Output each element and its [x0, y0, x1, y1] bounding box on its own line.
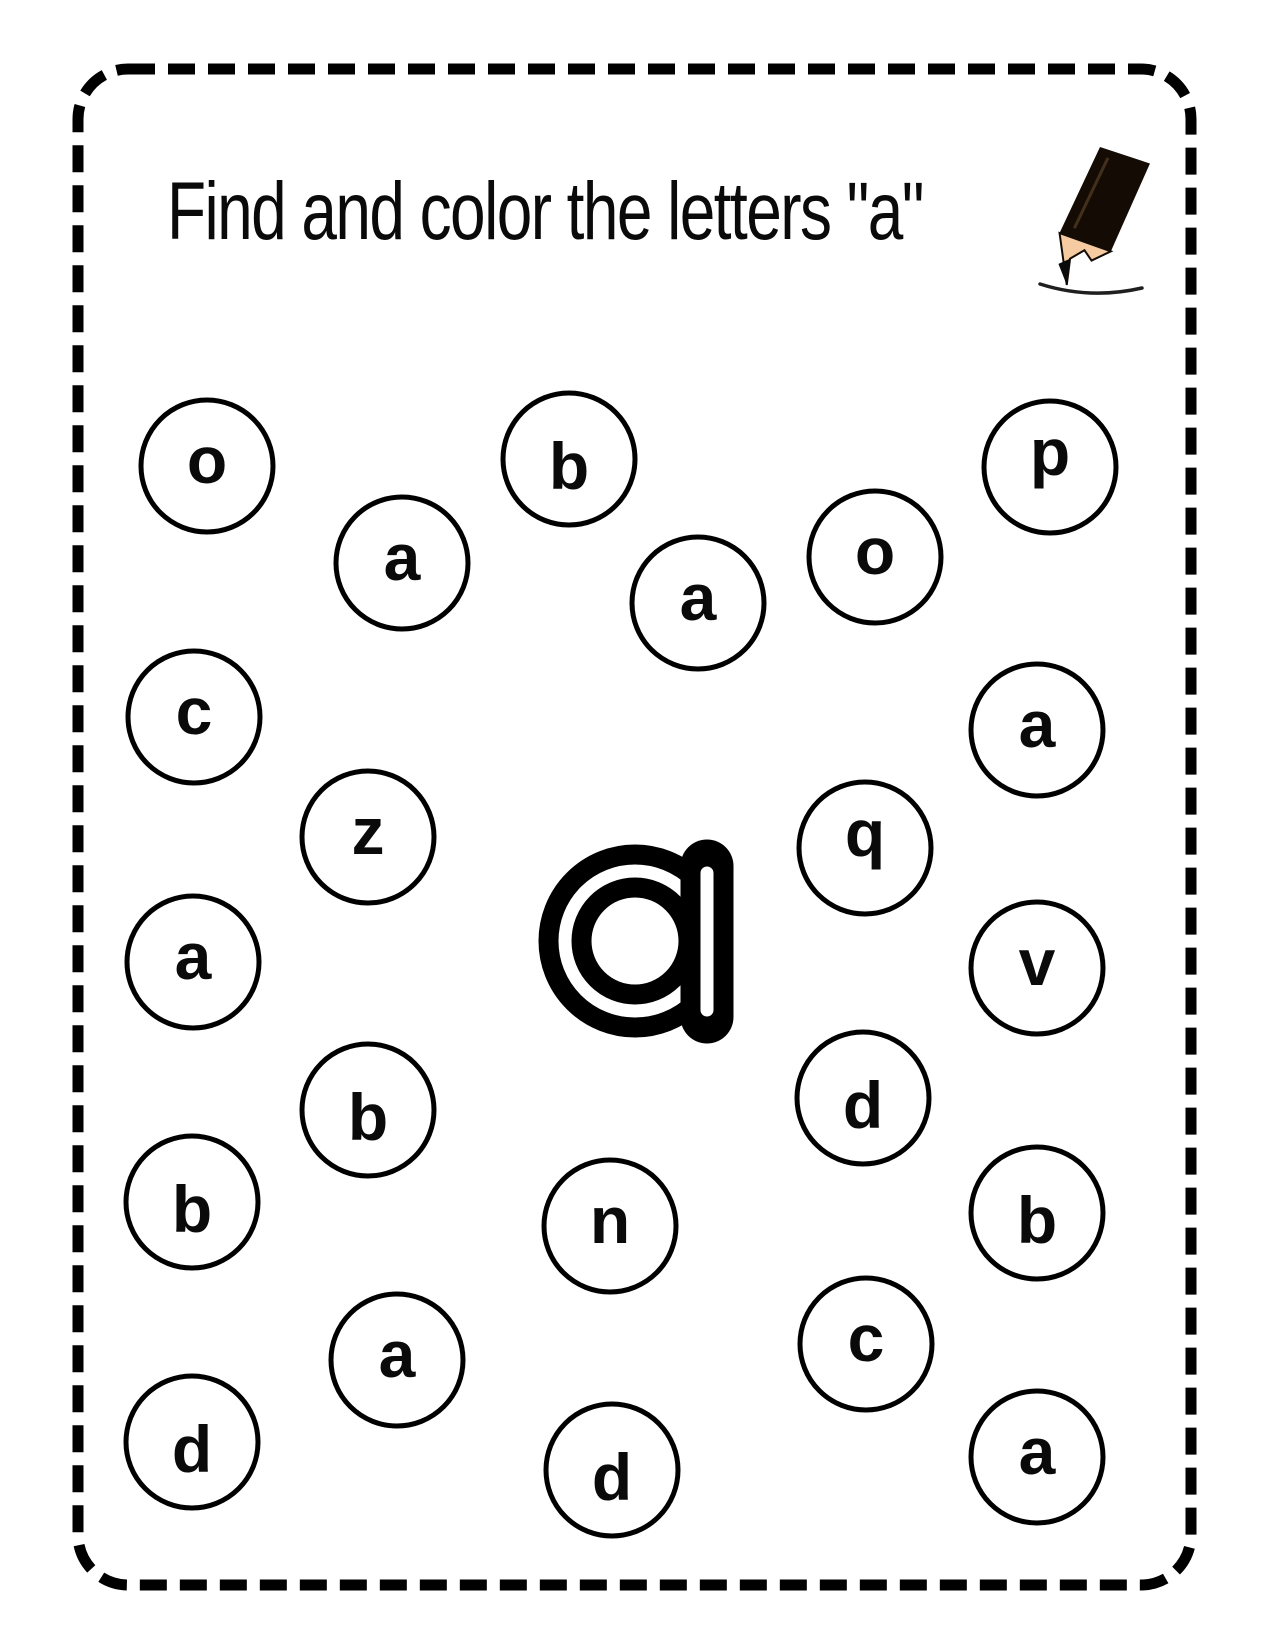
pencil-icon [1037, 140, 1154, 296]
circle-outline[interactable] [971, 1147, 1103, 1279]
circle-letter: a [1018, 1414, 1056, 1488]
circle-outline[interactable] [546, 1404, 678, 1536]
circle-letter: n [589, 1183, 631, 1257]
circle-letter: p [1029, 415, 1071, 489]
letter-circle[interactable] [544, 1160, 676, 1292]
circle-outline[interactable] [984, 401, 1116, 533]
circle-letter: v [1018, 925, 1056, 999]
circle-outline[interactable] [632, 537, 764, 669]
circle-outline[interactable] [302, 1044, 434, 1176]
circle-letter: a [174, 919, 212, 993]
circle-letter: o [854, 514, 896, 588]
circle-letter: b [171, 1172, 213, 1246]
letter-circle[interactable] [141, 400, 273, 532]
circle-letter: c [175, 674, 213, 748]
circle-outline[interactable] [302, 771, 434, 903]
circle-outline[interactable] [331, 1294, 463, 1426]
letter-circle[interactable] [809, 491, 941, 623]
letter-circle[interactable] [546, 1404, 678, 1536]
letter-circle[interactable] [336, 497, 468, 629]
letter-circle[interactable] [971, 1147, 1103, 1279]
circle-outline[interactable] [971, 664, 1103, 796]
circle-outline[interactable] [503, 393, 635, 525]
circle-letter: d [591, 1440, 633, 1514]
circle-outline[interactable] [126, 1136, 258, 1268]
circle-letter: z [351, 794, 385, 868]
letter-circle[interactable] [127, 896, 259, 1028]
letter-circle[interactable] [971, 664, 1103, 796]
circle-outline[interactable] [544, 1160, 676, 1292]
circle-letter: o [186, 423, 228, 497]
circle-letter: c [847, 1301, 885, 1375]
pencil-shadow [1040, 284, 1142, 293]
letter-circle[interactable] [302, 1044, 434, 1176]
circle-outline[interactable] [128, 651, 260, 783]
circle-letter: b [1016, 1183, 1058, 1257]
circle-letter: a [383, 520, 421, 594]
circle-outline[interactable] [971, 902, 1103, 1034]
center-target-letter [565, 866, 707, 1017]
letter-circle[interactable] [302, 771, 434, 903]
letter-circle[interactable] [503, 393, 635, 525]
letter-circle[interactable] [971, 902, 1103, 1034]
letter-circles [126, 393, 1116, 1536]
letter-circle[interactable] [331, 1294, 463, 1426]
letter-circle[interactable] [971, 1391, 1103, 1523]
letter-circle[interactable] [632, 537, 764, 669]
circle-letter: q [844, 796, 886, 870]
letter-circle[interactable] [126, 1136, 258, 1268]
letter-circle[interactable] [128, 651, 260, 783]
circle-outline[interactable] [799, 782, 931, 914]
letter-circle[interactable] [126, 1376, 258, 1508]
circle-outline[interactable] [127, 896, 259, 1028]
circle-outline[interactable] [126, 1376, 258, 1508]
circle-letter: a [378, 1317, 416, 1391]
letter-circle[interactable] [797, 1032, 929, 1164]
dashed-border [78, 69, 1191, 1585]
circle-outline[interactable] [336, 497, 468, 629]
circle-outline[interactable] [141, 400, 273, 532]
letter-circle[interactable] [984, 401, 1116, 533]
circle-letter: d [171, 1412, 213, 1486]
circle-letter: b [548, 429, 590, 503]
circle-letter: b [347, 1080, 389, 1154]
circle-outline[interactable] [971, 1391, 1103, 1523]
letter-circle[interactable] [799, 782, 931, 914]
circle-outline[interactable] [800, 1278, 932, 1410]
circle-letter: a [1018, 687, 1056, 761]
letter-circle[interactable] [800, 1278, 932, 1410]
circle-outline[interactable] [797, 1032, 929, 1164]
circle-outline[interactable] [809, 491, 941, 623]
circle-letter: d [842, 1068, 884, 1142]
circle-letter: a [679, 560, 717, 634]
page-title: Find and color the letters "a" [167, 166, 923, 257]
